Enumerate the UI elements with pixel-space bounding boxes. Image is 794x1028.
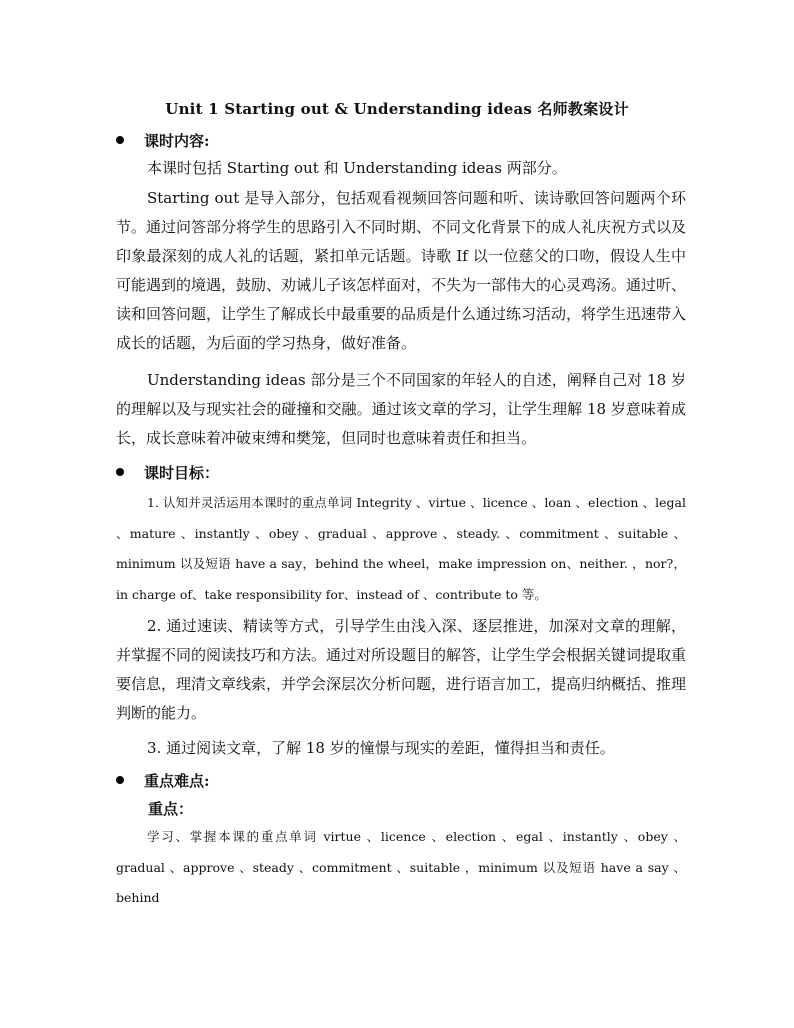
content-paragraph-3: Understanding ideas 部分是三个不同国家的年轻人的自述，阐释自己对 18 岁的理解以及与现实社会的碰撞和交融。通过该文章的学习，让学生理解 18 岁意味着成长，成长意味着冲破束缚和樊笼，但同时也意味着责任和担当。	[116, 371, 686, 447]
content-paragraph-2: Starting out 是导入部分，包括观看视频回答问题和听、读诗歌回答问题两个环节。通过问答部分将学生的思路引入不同时期、不同文化背景下的成人礼庆祝方式以及印象最深刻的成人礼的话题，紧扣单元话题。诗歌 If 以一位慈父的口吻，假设人生中可能遇到的境遇，鼓励、劝诫儿子该怎样面对，不失为一部伟大的心灵鸡汤。通过听、读和回答问题，让学生了解成长中最重要的品质是什么通过练习活动，将学生迅速带入成长的话题，为后面的学习热身，做好准备。	[116, 189, 687, 352]
bullet-icon	[116, 136, 124, 144]
goal-item-1: 1. 认知并灵活运用本课时的重点单词 Integrity 、virtue 、licence 、loan 、election 、legal 、mature 、instantly 、obey 、gradual 、approve 、steady. 、commitment 、suitable 、minimum 以及短语 have a say，behind the wheel，make impression on、neither. ，nor?，in charge of、take responsibility for、instead of 、contribute to 等。	[116, 495, 686, 602]
focus-paragraph: 学习、掌握本课的重点单词 virtue 、licence 、election 、egal 、instantly 、obey 、gradual 、approve 、steady 、commitment 、suitable ，minimum 以及短语 have a say 、behind	[116, 829, 686, 905]
content-paragraph-1: 本课时包括 Starting out 和 Understanding ideas 两部分。	[147, 159, 567, 177]
document-title: Unit 1 Starting out & Understanding ideas 名师教案设计	[165, 100, 629, 118]
goal-item-2: 2. 通过速读、精读等方式，引导学生由浅入深、逐层推进，加深对文章的理解，并掌握不同的阅读技巧和方法。通过对所设题目的解答，让学生学会根据关键词提取重要信息，理清文章线索，并学会深层次分析问题，进行语言加工，提高归纳概括、推理判断的能力。	[116, 617, 687, 722]
section-heading-goals: 课时目标：	[116, 462, 219, 483]
section-heading-content: 课时内容:	[116, 130, 210, 151]
goal-item-3: 3. 通过阅读文章，了解 18 岁的憧憬与现实的差距，懂得担当和责任。	[147, 739, 615, 757]
bullet-icon	[116, 776, 124, 784]
sub-heading-focus: 重点：	[148, 800, 194, 818]
section-heading-key-points: 重点难点:	[116, 770, 210, 791]
bullet-icon	[116, 468, 124, 476]
